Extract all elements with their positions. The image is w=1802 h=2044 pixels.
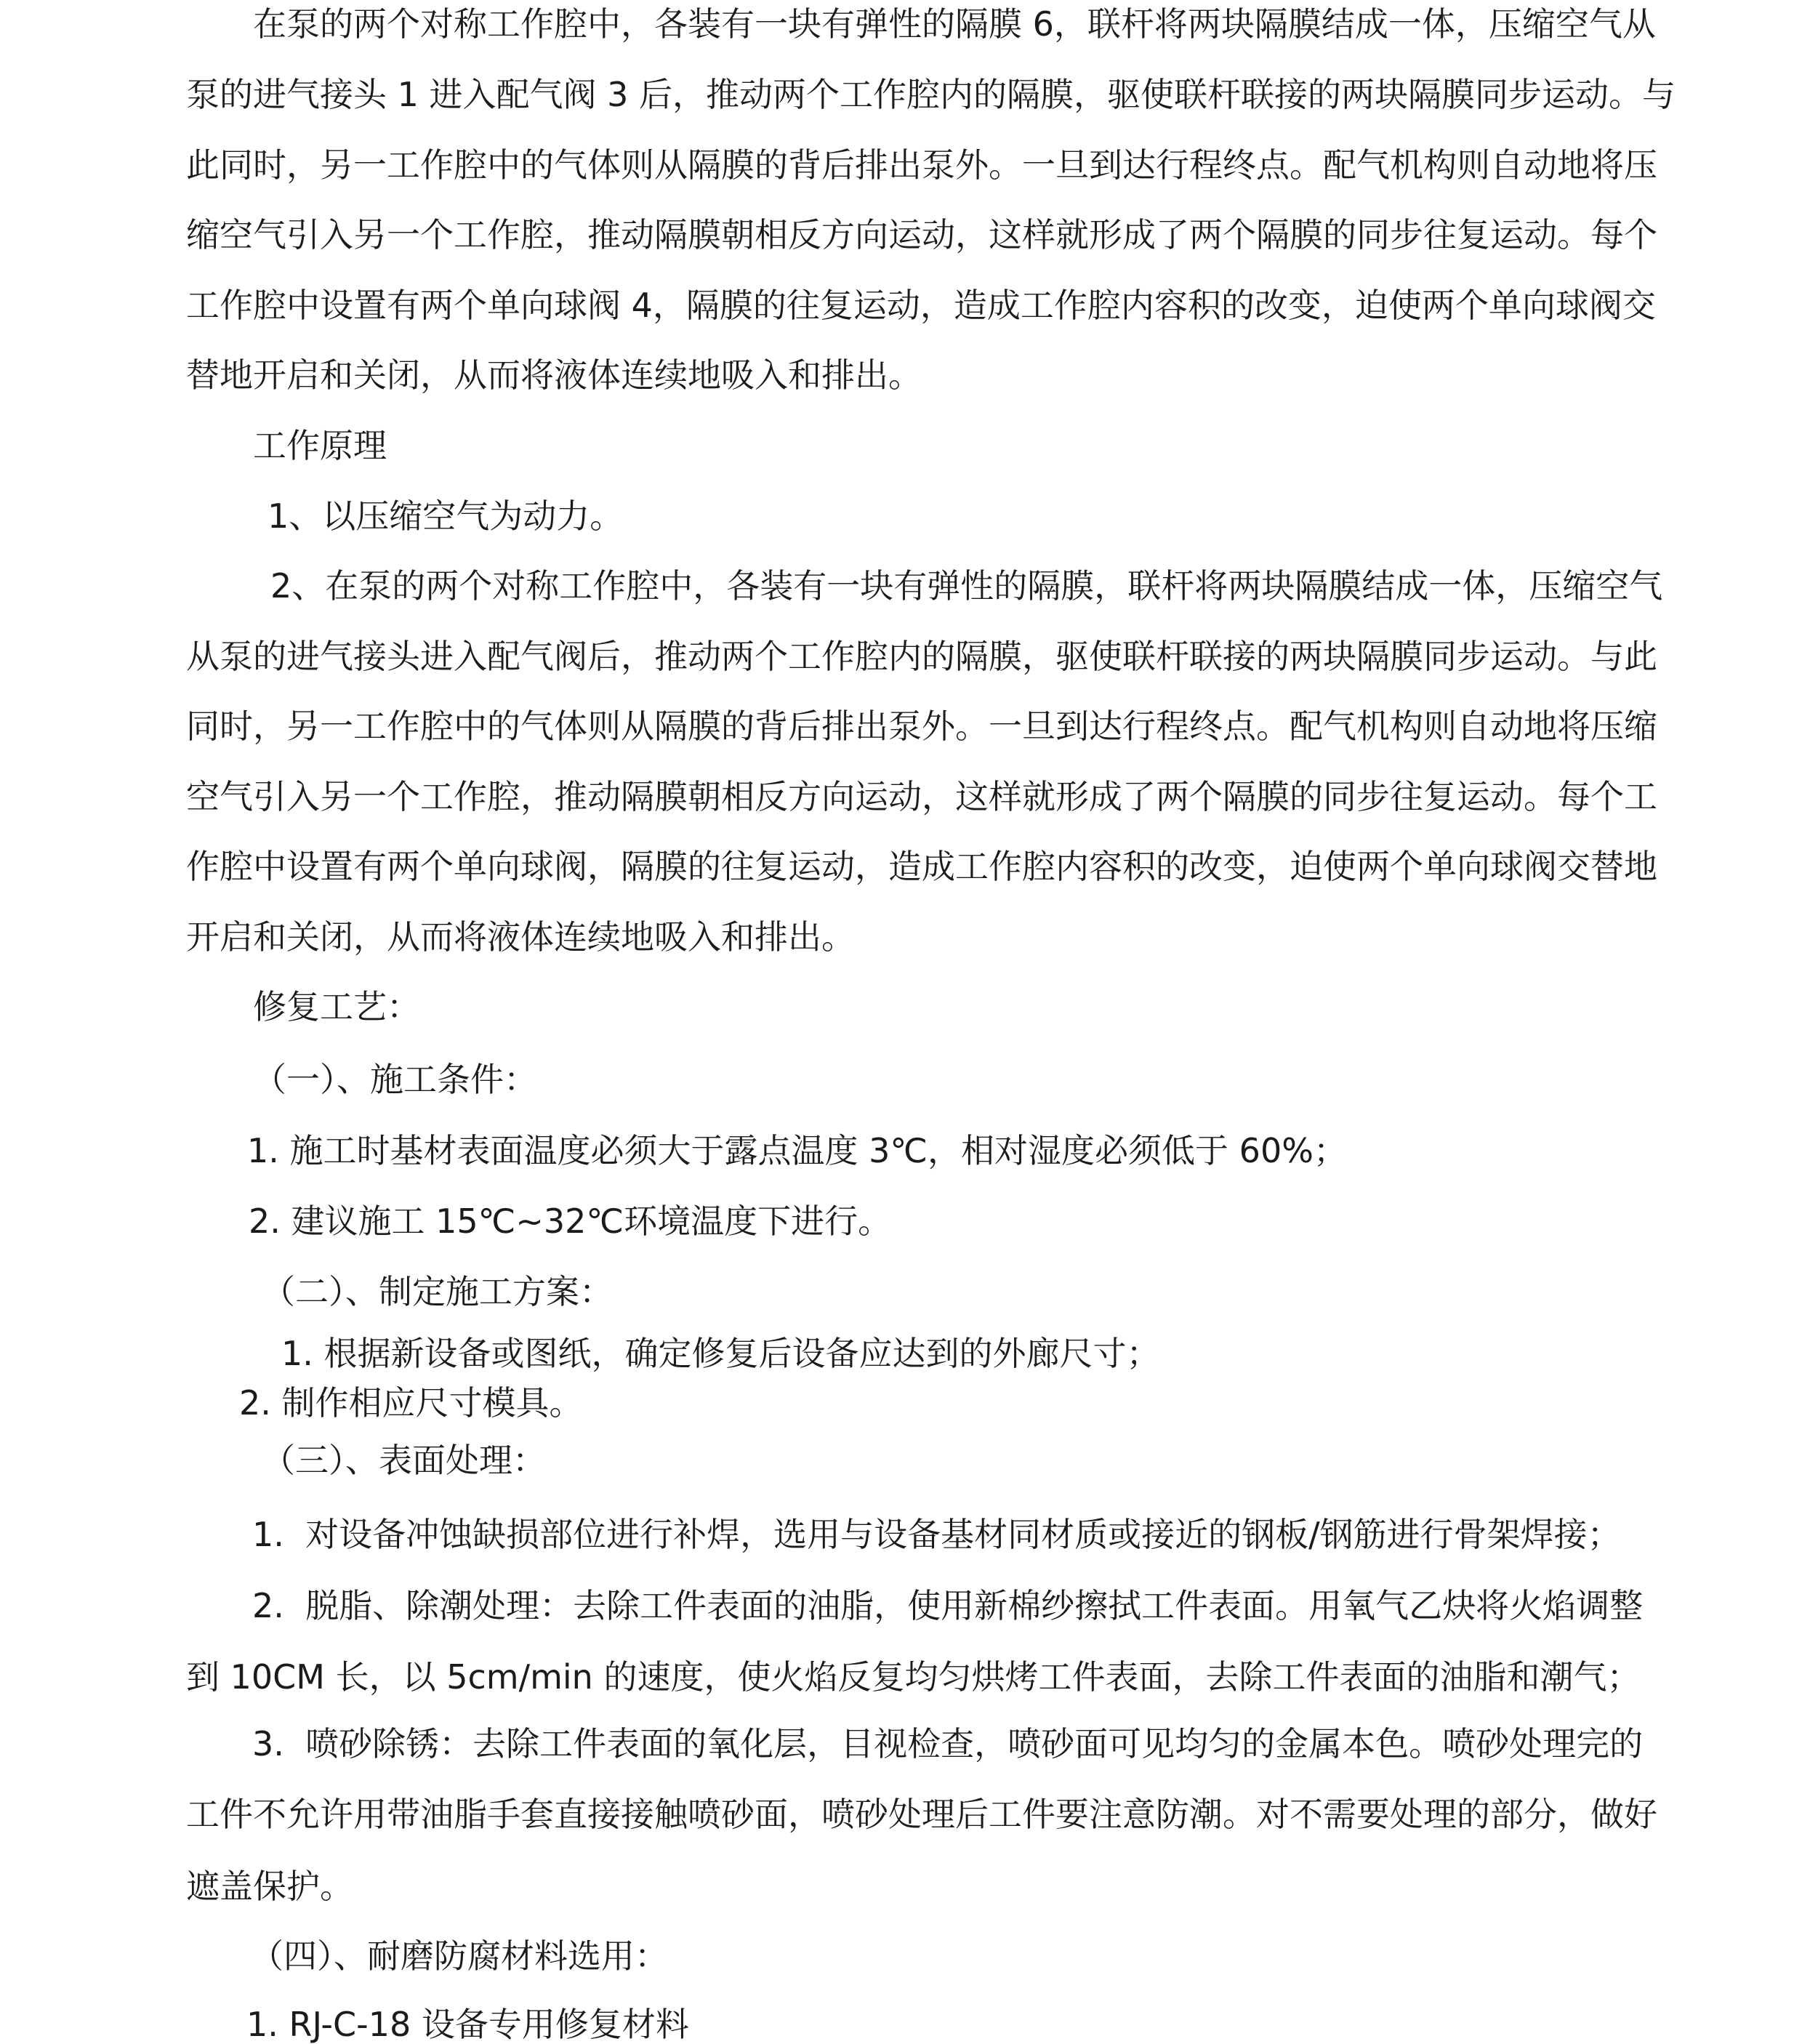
text-line: 从泵的进气接头进入配气阀后，推动两个工作腔内的隔膜，驱使联杆联接的两块隔膜同步运动。与此 (186, 637, 1657, 676)
text-line: 在泵的两个对称工作腔中，各装有一块有弹性的隔膜 6，联杆将两块隔膜结成一体，压缩空气从 (253, 4, 1656, 44)
text-line: 工作原理 (253, 426, 387, 465)
text-line: 工作腔中设置有两个单向球阀 4，隔膜的往复运动，造成工作腔内容积的改变，迫使两个单向球阀交 (186, 286, 1656, 325)
text-line: 此同时，另一工作腔中的气体则从隔膜的背后排出泵外。一旦到达行程终点。配气机构则自动地将压 (186, 145, 1657, 185)
text-line: （四）、耐磨防腐材料选用： (250, 1936, 668, 1976)
text-line: 1. 根据新设备或图纸，确定修复后设备应达到的外廊尺寸； (281, 1334, 1160, 1373)
text-line: （三）、表面处理： (262, 1441, 546, 1480)
text-line: 到 10CM 长，以 5cm/min 的速度，使火焰反复均匀烘烤工件表面，去除工件表面的油脂和潮气； (186, 1657, 1641, 1697)
text-line: 开启和关闭，从而将液体连续地吸入和排出。 (186, 917, 855, 957)
text-line: 遮盖保护。 (186, 1867, 353, 1906)
text-line: 3. 喷砂除锈：去除工件表面的氧化层，目视检查，喷砂面可见均匀的金属本色。喷砂处理完的 (252, 1724, 1644, 1763)
text-line: 缩空气引入另一个工作腔，推动隔膜朝相反方向运动，这样就形成了两个隔膜的同步往复运动。每个 (186, 215, 1657, 254)
text-line: 替地开启和关闭，从而将液体连续地吸入和排出。 (186, 355, 922, 395)
text-line: 2. 制作相应尺寸模具。 (239, 1383, 583, 1423)
text-line: 泵的进气接头 1 进入配气阀 3 后，推动两个工作腔内的隔膜，驱使联杆联接的两块隔膜同步运动。与 (186, 75, 1676, 114)
text-line: 作腔中设置有两个单向球阀，隔膜的往复运动，造成工作腔内容积的改变，迫使两个单向球阀交替地 (186, 847, 1657, 886)
text-line: 1. 对设备冲蚀缺损部位进行补焊，选用与设备基材同材质或接近的钢板/钢筋进行骨架焊接； (252, 1515, 1621, 1554)
text-line: 工件不允许用带油脂手套直接接触喷砂面，喷砂处理后工件要注意防潮。对不需要处理的部分，做好 (186, 1795, 1657, 1834)
text-line: 2. 建议施工 15℃~32℃环境温度下进行。 (249, 1202, 892, 1241)
text-line: 同时，另一工作腔中的气体则从隔膜的背后排出泵外。一旦到达行程终点。配气机构则自动地将压缩 (186, 707, 1657, 746)
text-line: 2、在泵的两个对称工作腔中，各装有一块有弹性的隔膜，联杆将两块隔膜结成一体，压缩空气 (270, 566, 1663, 605)
text-line: 修复工艺： (253, 987, 420, 1026)
text-line: 1、以压缩空气为动力。 (268, 496, 624, 536)
text-line: 1. RJ-C-18 设备专用修复材料 (246, 2005, 689, 2044)
text-line: （二）、制定施工方案： (262, 1272, 613, 1311)
text-line: 空气引入另一个工作腔，推动隔膜朝相反方向运动，这样就形成了两个隔膜的同步往复运动。每个工 (186, 777, 1657, 816)
text-line: 2. 脱脂、除潮处理：去除工件表面的油脂，使用新棉纱擦拭工件表面。用氧气乙炔将火焰调整 (252, 1586, 1644, 1625)
text-line: （一）、施工条件： (253, 1060, 537, 1099)
text-line: 1. 施工时基材表面温度必须大于露点温度 3℃，相对湿度必须低于 60%； (247, 1131, 1347, 1170)
